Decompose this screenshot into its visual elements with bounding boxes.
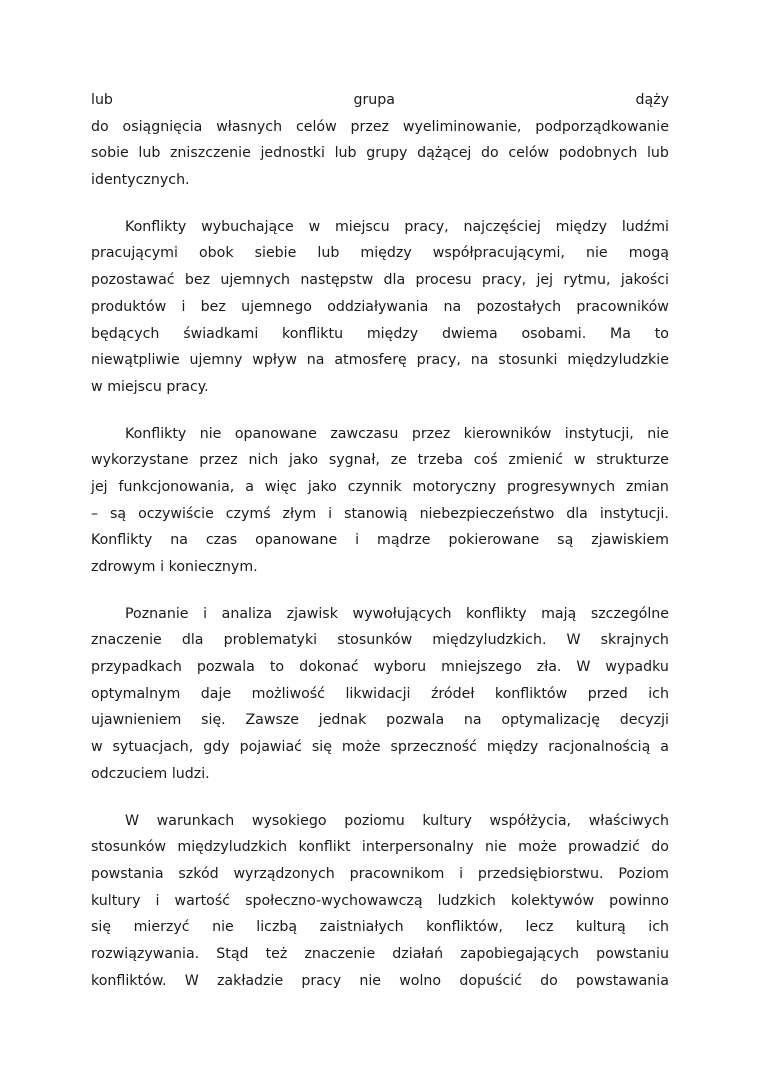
document-page bbox=[91, 87, 669, 1014]
text-line: Konflikty na czas opanowane i mądrze pokierowane są zjawiskiem bbox=[91, 532, 669, 549]
text-line: w sytuacjach, gdy pojawiać się może sprzeczność między racjonalnością a bbox=[91, 739, 669, 756]
text-line: do osiągnięcia własnych celów przez wyeliminowanie, podporządkowanie bbox=[91, 118, 669, 135]
text-line: produktów i bez ujemnego oddziaływania na pozostałych pracowników bbox=[91, 298, 669, 315]
text-line: niewątpliwie ujemny wpływ na atmosferę pracy, na stosunki międzyludzkie bbox=[91, 352, 669, 369]
text-line: pracującymi obok siebie lub między współpracującymi, nie mogą bbox=[91, 245, 669, 262]
text-line: w miejscu pracy. bbox=[91, 378, 209, 395]
text-line: pozostawać bez ujemnych następstw dla procesu pracy, jej rytmu, jakości bbox=[91, 272, 669, 289]
paragraph bbox=[91, 601, 669, 788]
text-line: będących świadkami konfliktu między dwiema osobami. Ma to bbox=[91, 325, 669, 342]
text-line: sobie lub zniszczenie jednostki lub grupy dążącej do celów podobnych lub bbox=[91, 145, 669, 162]
text-line: rozwiązywania. Stąd też znaczenie działań zapobiegających powstaniu bbox=[91, 945, 669, 962]
text-line: wykorzystane przez nich jako sygnał, ze trzeba coś zmienić w strukturze bbox=[91, 452, 669, 469]
text-line: Konflikty nie opanowane zawczasu przez kierowników instytucji, nie bbox=[125, 425, 669, 442]
text-line: zdrowym i koniecznym. bbox=[91, 559, 258, 575]
text-line: stosunków międzyludzkich konflikt interpersonalny nie może prowadzić do bbox=[91, 839, 669, 856]
text-line: Poznanie i analiza zjawisk wywołujących konflikty mają szczególne bbox=[125, 605, 669, 622]
text-line: znaczenie dla problematyki stosunków międzyludzkich. W skrajnych bbox=[91, 632, 669, 649]
text-line: optymalnym daje możliwość likwidacji źródeł konfliktów przed ich bbox=[91, 685, 669, 702]
paragraph bbox=[91, 808, 669, 995]
text-line: W warunkach wysokiego poziomu kultury współżycia, właściwych bbox=[125, 812, 669, 829]
text-line: Konflikty wybuchające w miejscu pracy, najczęściej między ludźmi bbox=[125, 218, 669, 235]
paragraph bbox=[91, 87, 669, 194]
text-line: – są oczywiście czymś złym i stanowią niebezpieczeństwo dla instytucji. bbox=[91, 505, 669, 522]
text-line: odczuciem ludzi. bbox=[91, 765, 210, 782]
text-line: kultury i wartość społeczno-wychowawczą ludzkich kolektywów powinno bbox=[91, 892, 669, 909]
text-line: się mierzyć nie liczbą zaistniałych konfliktów, lecz kulturą ich bbox=[91, 919, 669, 936]
paragraph bbox=[91, 214, 669, 401]
text-line: ujawnieniem się. Zawsze jednak pozwala na optymalizację decyzji bbox=[91, 712, 669, 729]
text-line: przypadkach pozwala to dokonać wyboru mniejszego zła. W wypadku bbox=[91, 659, 669, 676]
text-line: jej funkcjonowania, a więc jako czynnik motoryczny progresywnych zmian bbox=[91, 478, 669, 495]
paragraph bbox=[91, 421, 669, 581]
text-line: konfliktów. W zakładzie pracy nie wolno dopuścić do powstawania bbox=[91, 972, 669, 989]
text-line: powstania szkód wyrządzonych pracownikom i przedsiębiorstwu. Poziom bbox=[91, 865, 669, 882]
text-line: identycznych. bbox=[91, 172, 190, 189]
text-line: lub grupa dąży bbox=[91, 92, 669, 108]
